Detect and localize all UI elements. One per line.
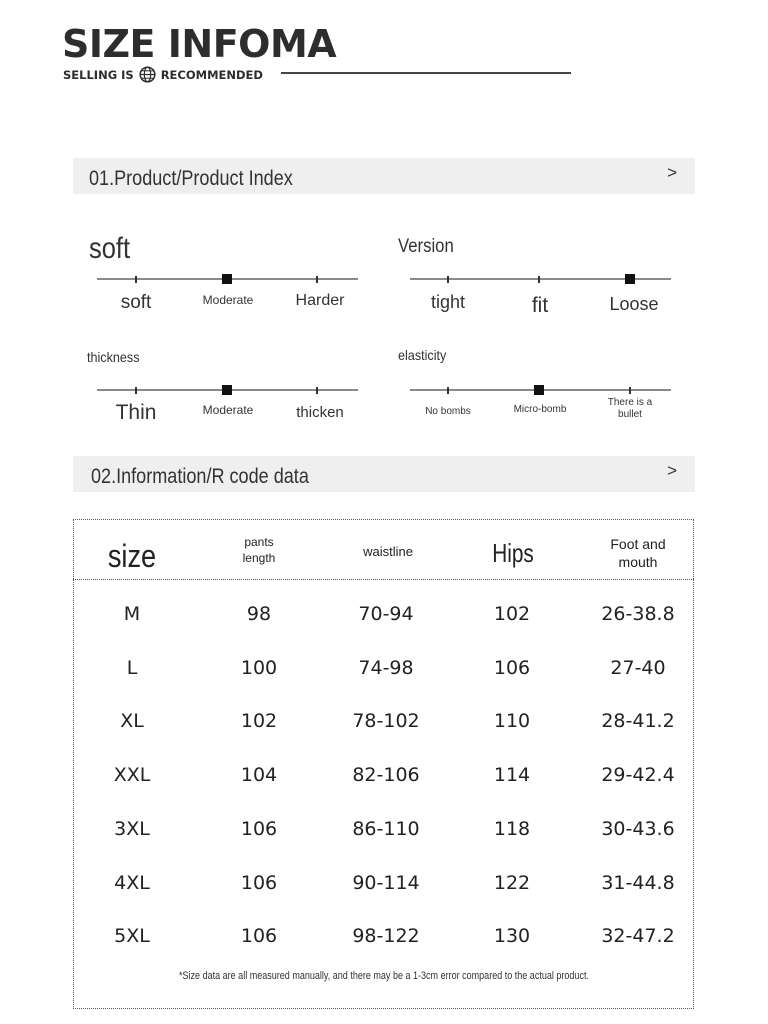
version-marker bbox=[625, 274, 635, 284]
table-cell-size: 3XL bbox=[114, 817, 150, 840]
table-header-divider bbox=[73, 579, 694, 580]
thickness-scale bbox=[97, 389, 358, 391]
header-hips: Hips bbox=[492, 538, 534, 568]
thickness-label-thin: Thin bbox=[115, 401, 157, 424]
table-cell-foot-mouth: 27-40 bbox=[610, 656, 666, 679]
thickness-tick-1 bbox=[135, 387, 137, 394]
softness-tick-1 bbox=[135, 276, 137, 283]
thickness-title: thickness bbox=[87, 349, 140, 365]
thickness-label-thicken: thicken bbox=[296, 404, 344, 421]
version-title: Version bbox=[398, 236, 454, 257]
table-cell-foot-mouth: 30-43.6 bbox=[601, 817, 675, 840]
title-divider bbox=[281, 72, 571, 74]
elasticity-label-no-bombs: No bombs bbox=[425, 406, 471, 417]
page-title: SIZE INFOMA bbox=[62, 22, 337, 66]
table-cell-size: 5XL bbox=[114, 925, 150, 948]
chevron-right-icon[interactable]: > bbox=[667, 461, 677, 480]
table-cell-waistline: 90-114 bbox=[352, 871, 420, 894]
table-cell-hips: 110 bbox=[493, 710, 531, 733]
table-cell-pants-length: 100 bbox=[240, 656, 278, 679]
elasticity-tick-3 bbox=[629, 387, 631, 394]
version-label-fit: fit bbox=[531, 294, 549, 317]
elasticity-title: elasticity bbox=[398, 347, 447, 363]
table-cell-hips: 118 bbox=[493, 817, 531, 840]
table-cell-foot-mouth: 29-42.4 bbox=[601, 764, 675, 787]
table-cell-pants-length: 102 bbox=[240, 710, 278, 733]
table-cell-pants-length: 106 bbox=[240, 817, 278, 840]
section-size-data-label: 02.Information/R code data bbox=[91, 465, 309, 488]
globe-icon bbox=[139, 66, 156, 83]
table-cell-waistline: 86-110 bbox=[352, 817, 420, 840]
softness-title: soft bbox=[89, 232, 131, 265]
subtitle-right: RECOMMENDED bbox=[160, 67, 263, 82]
table-cell-pants-length: 104 bbox=[240, 764, 278, 787]
elasticity-marker bbox=[534, 385, 544, 395]
table-cell-hips: 114 bbox=[493, 764, 531, 787]
table-cell-pants-length: 98 bbox=[246, 603, 272, 625]
version-label-loose: Loose bbox=[609, 294, 659, 314]
measurement-note: *Size data are all measured manually, and there may be a 1-3cm error compared to the actual product. bbox=[179, 970, 589, 982]
header-pants-length: pants length bbox=[242, 535, 276, 565]
table-cell-hips: 102 bbox=[493, 603, 531, 625]
elasticity-scale bbox=[410, 389, 671, 391]
header-foot-mouth: Foot and mouth bbox=[610, 536, 666, 571]
elasticity-label-micro-bomb: Micro-bomb bbox=[513, 404, 567, 415]
table-cell-size: M bbox=[123, 603, 141, 625]
table-cell-waistline: 82-106 bbox=[352, 764, 420, 787]
thickness-tick-3 bbox=[316, 387, 318, 394]
table-cell-foot-mouth: 28-41.2 bbox=[601, 710, 675, 733]
chevron-right-icon[interactable]: > bbox=[667, 163, 677, 182]
section-product-index-label: 01.Product/Product Index bbox=[89, 167, 293, 190]
elasticity-tick-1 bbox=[447, 387, 449, 394]
table-cell-waistline: 70-94 bbox=[358, 603, 414, 625]
table-cell-waistline: 78-102 bbox=[352, 710, 420, 733]
page-subtitle bbox=[63, 66, 263, 83]
table-cell-size: XXL bbox=[113, 764, 151, 787]
table-cell-hips: 130 bbox=[493, 925, 531, 948]
softness-marker bbox=[222, 274, 232, 284]
thickness-marker bbox=[222, 385, 232, 395]
table-cell-hips: 106 bbox=[493, 656, 531, 679]
softness-tick-3 bbox=[316, 276, 318, 283]
version-label-tight: tight bbox=[430, 292, 466, 312]
version-scale bbox=[410, 278, 671, 280]
header-waistline: waistline bbox=[363, 544, 413, 559]
table-cell-foot-mouth: 32-47.2 bbox=[601, 925, 675, 948]
table-cell-size: XL bbox=[120, 710, 144, 733]
table-cell-foot-mouth: 26-38.8 bbox=[601, 603, 675, 625]
softness-label-soft: soft bbox=[120, 292, 152, 313]
softness-label-moderate: Moderate bbox=[202, 293, 254, 307]
table-cell-pants-length: 106 bbox=[240, 871, 278, 894]
version-tick-2 bbox=[538, 276, 540, 283]
table-cell-foot-mouth: 31-44.8 bbox=[601, 871, 675, 894]
section-product-index-bar[interactable] bbox=[73, 158, 695, 194]
table-cell-pants-length: 106 bbox=[240, 925, 278, 948]
header-size: size bbox=[107, 538, 157, 574]
softness-scale bbox=[97, 278, 358, 280]
table-cell-size: 4XL bbox=[114, 871, 150, 894]
softness-label-harder: Harder bbox=[295, 292, 345, 309]
thickness-label-moderate: Moderate bbox=[202, 403, 254, 417]
table-cell-size: L bbox=[126, 656, 138, 679]
table-cell-waistline: 98-122 bbox=[352, 925, 420, 948]
version-tick-1 bbox=[447, 276, 449, 283]
table-cell-hips: 122 bbox=[493, 871, 531, 894]
subtitle-left: SELLING IS bbox=[63, 67, 134, 82]
table-cell-waistline: 74-98 bbox=[358, 656, 414, 679]
section-size-data-bar[interactable] bbox=[73, 456, 695, 492]
elasticity-label-bullet: There is a bullet bbox=[607, 397, 653, 420]
